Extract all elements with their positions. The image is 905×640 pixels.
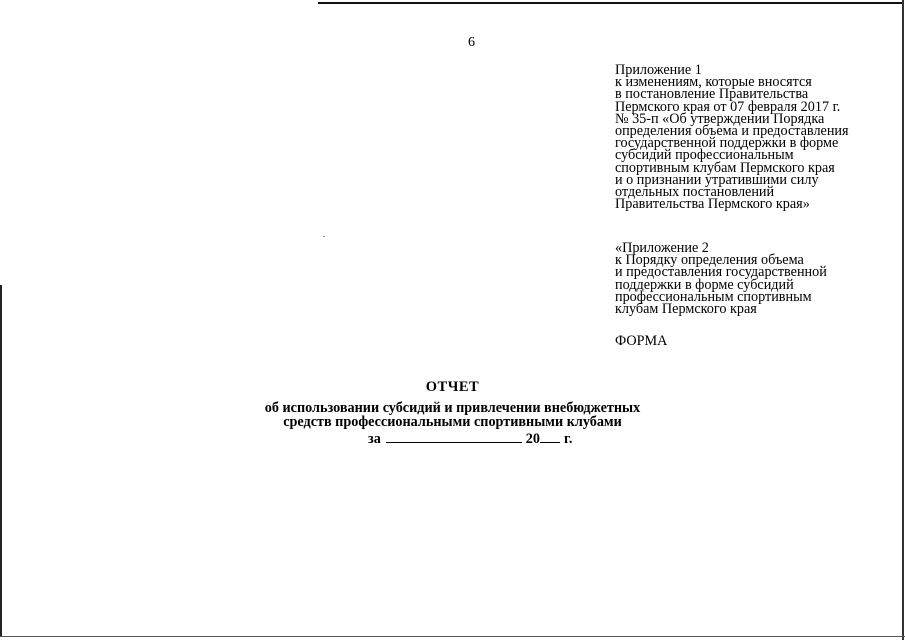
appendix-1-line: государственной поддержки в форме [615, 135, 839, 152]
appendix-1-line: к изменениям, которые вносятся [615, 74, 812, 91]
year-prefix: 20 [525, 431, 540, 447]
appendix-2-line: и предоставления государственной [615, 264, 827, 281]
year-blank-field [540, 431, 560, 443]
appendix-1-line: субсидий профессиональным [615, 147, 794, 164]
form-label: ФОРМА [615, 333, 668, 349]
appendix-1-line: Приложение 1 [615, 62, 702, 78]
period-prefix: за [368, 431, 381, 447]
report-subtitle [0, 402, 905, 429]
appendix-1-line: отдельных постановлений [615, 184, 775, 201]
appendix-2-line: профессиональным спортивным [615, 288, 812, 305]
appendix-2-line: «Приложение 2 [615, 240, 709, 256]
report-subtitle-line: средств профессиональными спортивными клубами [283, 413, 622, 430]
appendix-1-line: Пермского края от 07 февраля 2017 г. [615, 98, 841, 115]
appendix-1-block [615, 62, 849, 213]
appendix-1-line: определения объема и предоставления [615, 123, 849, 140]
bottom-edge-rule [0, 636, 905, 637]
appendix-1-line: № 35-п «Об утверждении Порядка [615, 110, 825, 127]
scan-speck [323, 236, 325, 237]
appendix-1-line: и о признании утратившими силу [615, 171, 819, 188]
left-edge-rule [0, 285, 2, 637]
report-period-line [368, 431, 572, 448]
appendix-2-line: поддержки в форме субсидий [615, 276, 794, 293]
report-title: ОТЧЕТ [425, 379, 480, 395]
top-edge-rule [318, 2, 904, 4]
appendix-2-line: к Порядку определения объема [615, 252, 804, 269]
appendix-2-block [615, 240, 827, 318]
appendix-2-line: клубам Пермского края [615, 301, 757, 318]
report-subtitle-line: об использовании субсидий и привлечении внебюджетных [264, 400, 641, 416]
appendix-1-line: Правительства Пермского края» [615, 196, 810, 213]
year-suffix: г. [563, 431, 573, 447]
appendix-1-line: в постановление Правительства [615, 86, 809, 103]
right-edge-rule [902, 0, 904, 640]
page-number: 6 [468, 35, 475, 50]
period-blank-field [386, 431, 522, 443]
appendix-1-line: спортивным клубам Пермского края [615, 159, 835, 176]
